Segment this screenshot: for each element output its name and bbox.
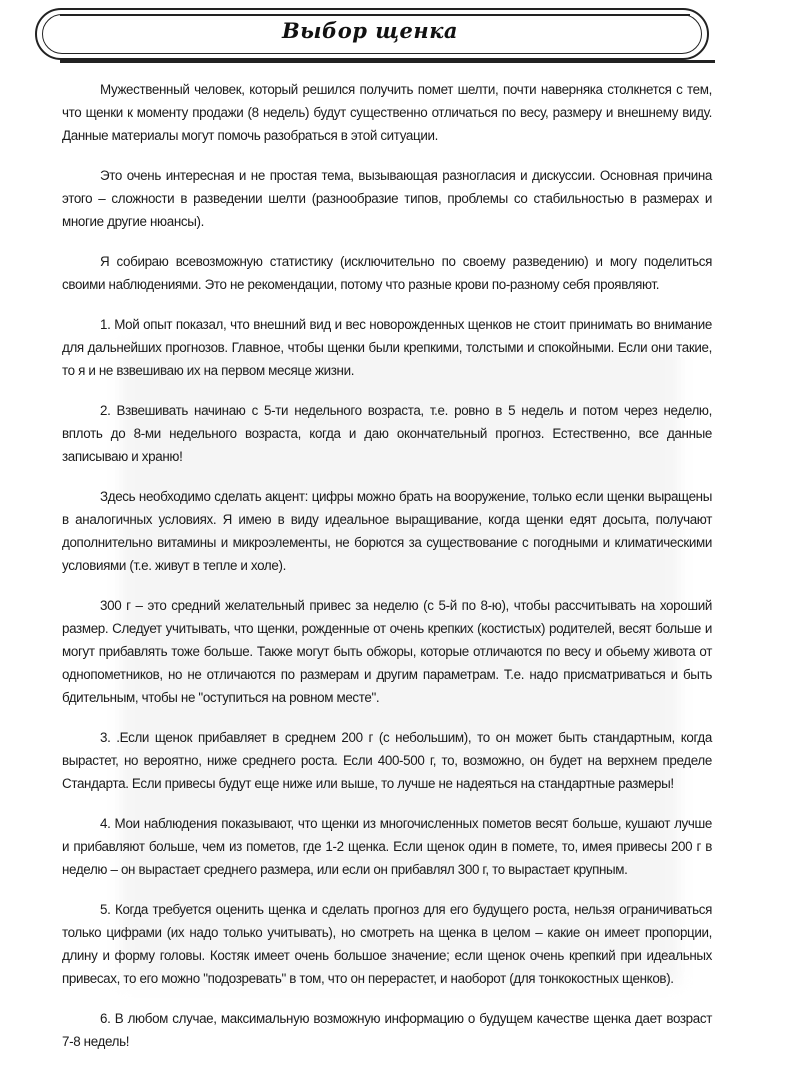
- paragraph-point-6: 6. В любом случае, максимальную возможную информацию о будущем качестве щенка дает возраст 7-8 недель!: [62, 1011, 712, 1049]
- article-body: [62, 78, 712, 1070]
- paragraph-point-2: 2. Взвешивать начинаю с 5-ти недельного возраста, т.е. ровно в 5 недель и потом через неделю, вплоть до 8-ми недельного возраста, когда и даю окончательный прогноз. Естественно, все данные записываю и храню!: [62, 403, 712, 464]
- paragraph-point-4: 4. Мои наблюдения показывают, что щенки из многочисленных пометов весят больше, кушают лучше и прибавляют больше, чем из пометов, где 1-2 щенка. Если щенок один в помете, то, имея привесы 200 г в неделю – он вырастает среднего размера, или если он прибавлял 300 г, то вырастает крупным.: [62, 816, 712, 877]
- paragraph: 300 г – это средний желательный привес за неделю (с 5-й по 8-ю), чтобы рассчитывать на хороший размер. Следует учитывать, что щенки, рожденные от очень крепких (костистых) родителей, весят больше и могут прибавлять тоже больше. Также могут быть обжоры, которые отличаются по весу и обьему живота от однопометников, но не отличаются по размерам и другим параметрам. Т.е. надо присматриваться и быть бдительным, чтобы не "оступиться на ровном месте".: [62, 598, 712, 705]
- title-underline: [60, 60, 715, 63]
- paragraph: Я собираю всевозможную статистику (исключительно по своему разведению) и могу поделиться своими наблюдениями. Это не рекомендации, потому что разные крови по-разному себя проявляют.: [62, 254, 712, 292]
- paragraph: Здесь необходимо сделать акцент: цифры можно брать на вооружение, только если щенки выращены в аналогичных условиях. Я имею в виду идеальное выращивание, когда щенки едят досыта, получают дополнительно витамины и микроэлементы, не борются за существование с погодными и климатическими условиями (т.е. живут в тепле и холе).: [62, 489, 712, 573]
- paragraph-point-1: 1. Мой опыт показал, что внешний вид и вес новорожденных щенков не стоит принимать во внимание для дальнейших прогнозов. Главное, чтобы щенки были крепкими, толстыми и спокойными. Если они такие, то я и не взвешиваю их на первом месяце жизни.: [62, 317, 712, 378]
- paragraph: Это очень интересная и не простая тема, вызывающая разногласия и дискуссии. Основная причина этого – сложности в разведении шелти (разнообразие типов, проблемы со стабильностью в размерах и многие другие нюансы).: [62, 168, 712, 229]
- paragraph-point-3: 3. .Если щенок прибавляет в среднем 200 г (с небольшим), то он может быть стандартным, когда вырастет, но вероятно, ниже среднего роста. Если 400-500 г, то, возможно, он будет на верхнем пределе Стандарта. Если привесы будут еще ниже или выше, то лучше не надеяться на стандартные размеры!: [62, 730, 712, 791]
- page-title: Выбор щенка: [281, 18, 459, 43]
- paragraph-point-5: 5. Когда требуется оценить щенка и сделать прогноз для его будущего роста, нельзя ограничиваться только цифрами (их надо только учитывать), но смотреть на щенка в целом – какие он имеет пропорции, длину и форму головы. Костяк имеет очень большое значение; если щенок очень крепкий при идеальных привесах, то его можно "подозревать" в том, что он перерастет, и наоборот (для тонкокостных щенков).: [62, 902, 712, 986]
- paragraph-intro: Мужественный человек, который решился получить помет шелти, почти наверняка столкнется с тем, что щенки к моменту продажи (8 недель) будут существенно отличаться по весу, размеру и внешнему виду. Данные материалы могут помочь разобраться в этой ситуации.: [62, 82, 712, 143]
